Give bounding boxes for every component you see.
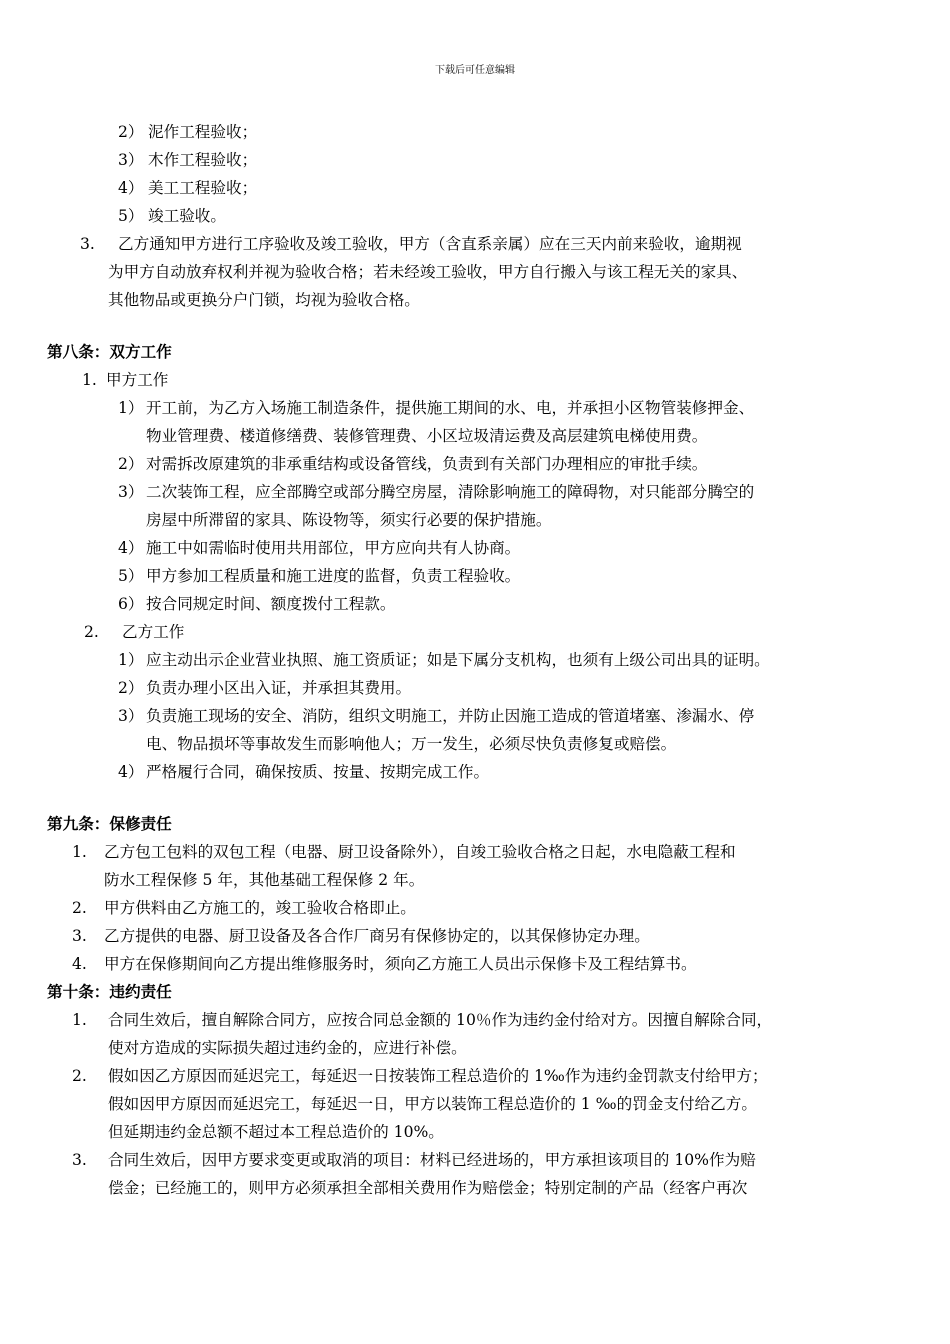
item-number: 1） bbox=[118, 399, 144, 417]
page-header: 下载后可任意编辑 bbox=[435, 65, 515, 76]
item-text: 电、物品损坏等事故发生而影响他人；万一发生，必须尽快负责修复或赔偿。 bbox=[146, 735, 677, 753]
clause-text: 其他物品或更换分户门锁，均视为验收合格。 bbox=[108, 291, 420, 309]
list-item bbox=[0, 478, 950, 506]
item-number: 5） bbox=[118, 207, 144, 225]
section-heading bbox=[0, 810, 950, 838]
list-item bbox=[0, 1146, 950, 1174]
subsection-number: 2. bbox=[84, 623, 99, 641]
item-text: 对需拆改原建筑的非承重结构或设备管线，负责到有关部门办理相应的审批手续。 bbox=[146, 455, 708, 473]
list-item bbox=[0, 146, 950, 174]
subsection-title: 甲方工作 bbox=[106, 371, 169, 389]
list-item bbox=[0, 838, 950, 866]
list-item bbox=[0, 674, 950, 702]
spacer bbox=[0, 786, 950, 810]
list-item-continuation bbox=[0, 1118, 950, 1146]
article9-title: 第九条：保修责任 bbox=[47, 815, 172, 833]
list-item bbox=[0, 562, 950, 590]
item-text: 使对方造成的实际损失超过违约金的，应进行补偿。 bbox=[108, 1039, 467, 1057]
item-number: 4） bbox=[118, 763, 144, 781]
list-item bbox=[0, 590, 950, 618]
item-text: 严格履行合同，确保按质、按量、按期完成工作。 bbox=[146, 763, 490, 781]
list-item bbox=[0, 202, 950, 230]
list-item bbox=[0, 450, 950, 478]
item-text: 竣工验收。 bbox=[148, 207, 226, 225]
item-number: 2. bbox=[72, 899, 87, 917]
article8-title: 第八条：双方工作 bbox=[47, 343, 172, 361]
subsection-title: 乙方工作 bbox=[122, 623, 185, 641]
document-body bbox=[0, 118, 950, 1202]
list-item-continuation bbox=[0, 422, 950, 450]
item-text: 防水工程保修 5 年，其他基础工程保修 2 年。 bbox=[104, 871, 425, 889]
item-number: 2） bbox=[118, 123, 144, 141]
list-item bbox=[0, 922, 950, 950]
item-number: 3. bbox=[72, 1151, 87, 1169]
item-number: 3. bbox=[72, 927, 87, 945]
item-text: 乙方提供的电器、厨卫设备及各合作厂商另有保修协定的，以其保修协定办理。 bbox=[104, 927, 650, 945]
item-text: 房屋中所滞留的家具、陈设物等，须实行必要的保护措施。 bbox=[146, 511, 552, 529]
item-number: 2. bbox=[72, 1067, 87, 1085]
item-number: 1. bbox=[72, 1011, 87, 1029]
item-text: 假如因乙方原因而延迟完工，每延迟一日按装饰工程总造价的 1‰作为违约金罚款支付给甲方； bbox=[108, 1067, 768, 1085]
list-item-continuation bbox=[0, 730, 950, 758]
list-item-continuation bbox=[0, 1090, 950, 1118]
item-number: 3） bbox=[118, 707, 144, 725]
item-number: 6） bbox=[118, 595, 144, 613]
item-text: 乙方包工包料的双包工程（电器、厨卫设备除外），自竣工验收合格之日起，水电隐蔽工程和 bbox=[104, 843, 736, 861]
list-item bbox=[0, 1006, 950, 1034]
item-text: 按合同规定时间、额度拨付工程款。 bbox=[146, 595, 396, 613]
list-item bbox=[0, 1062, 950, 1090]
item-text: 负责办理小区出入证，并承担其费用。 bbox=[146, 679, 412, 697]
item-number: 4. bbox=[72, 955, 87, 973]
clause-line bbox=[0, 258, 950, 286]
item-text: 木作工程验收； bbox=[148, 151, 258, 169]
item-text: 二次装饰工程，应全部腾空或部分腾空房屋，清除影响施工的障碍物，对只能部分腾空的 bbox=[146, 483, 755, 501]
list-item-continuation bbox=[0, 866, 950, 894]
item-number: 5） bbox=[118, 567, 144, 585]
item-text: 物业管理费、楼道修缮费、装修管理费、小区垃圾清运费及高层建筑电梯使用费。 bbox=[146, 427, 708, 445]
list-item bbox=[0, 950, 950, 978]
item-text: 但延期违约金总额不超过本工程总造价的 10%。 bbox=[108, 1123, 444, 1141]
item-text: 美工工程验收； bbox=[148, 179, 258, 197]
list-item bbox=[0, 646, 950, 674]
subsection-number: 1. bbox=[82, 371, 97, 389]
clause-number: 3. bbox=[80, 235, 95, 253]
subsection-heading bbox=[0, 366, 950, 394]
clause-text: 乙方通知甲方进行工序验收及竣工验收，甲方（含直系亲属）应在三天内前来验收，逾期视 bbox=[118, 235, 742, 253]
item-number: 3） bbox=[118, 483, 144, 501]
list-item bbox=[0, 174, 950, 202]
item-number: 4） bbox=[118, 179, 144, 197]
item-text: 甲方参加工程质量和施工进度的监督，负责工程验收。 bbox=[146, 567, 521, 585]
item-text: 应主动出示企业营业执照、施工资质证；如是下属分支机构，也须有上级公司出具的证明。 bbox=[146, 651, 770, 669]
item-text: 甲方在保修期间向乙方提出维修服务时，须向乙方施工人员出示保修卡及工程结算书。 bbox=[104, 955, 697, 973]
article10-title: 第十条：违约责任 bbox=[47, 983, 172, 1001]
list-item bbox=[0, 118, 950, 146]
item-text: 施工中如需临时使用共用部位，甲方应向共有人协商。 bbox=[146, 539, 521, 557]
list-item bbox=[0, 894, 950, 922]
item-text: 合同生效后，因甲方要求变更或取消的项目：材料已经进场的，甲方承担该项目的 10%作为赔 bbox=[108, 1151, 756, 1169]
list-item bbox=[0, 702, 950, 730]
list-item bbox=[0, 758, 950, 786]
item-number: 1. bbox=[72, 843, 87, 861]
list-item bbox=[0, 394, 950, 422]
list-item bbox=[0, 534, 950, 562]
item-number: 1） bbox=[118, 651, 144, 669]
subsection-heading bbox=[0, 618, 950, 646]
item-text: 合同生效后，擅自解除合同方，应按合同总金额的 10％作为违约金付给对方。因擅自解除合同， bbox=[108, 1011, 773, 1029]
list-item-continuation bbox=[0, 1174, 950, 1202]
list-item-continuation bbox=[0, 1034, 950, 1062]
clause-line bbox=[0, 230, 950, 258]
item-number: 2） bbox=[118, 679, 144, 697]
clause-text: 为甲方自动放弃权利并视为验收合格；若未经竣工验收，甲方自行搬入与该工程无关的家具、 bbox=[108, 263, 748, 281]
item-text: 甲方供料由乙方施工的，竣工验收合格即止。 bbox=[104, 899, 416, 917]
section-heading bbox=[0, 978, 950, 1006]
item-text: 假如因甲方原因而延迟完工，每延迟一日，甲方以装饰工程总造价的 1 ‰的罚金支付给乙方。 bbox=[108, 1095, 757, 1113]
item-number: 2） bbox=[118, 455, 144, 473]
item-number: 4） bbox=[118, 539, 144, 557]
clause-line bbox=[0, 286, 950, 314]
item-text: 负责施工现场的安全、消防，组织文明施工，并防止因施工造成的管道堵塞、渗漏水、停 bbox=[146, 707, 755, 725]
spacer bbox=[0, 314, 950, 338]
list-item-continuation bbox=[0, 506, 950, 534]
item-text: 偿金；已经施工的，则甲方必须承担全部相关费用作为赔偿金；特别定制的产品（经客户再次 bbox=[108, 1179, 748, 1197]
item-text: 泥作工程验收； bbox=[148, 123, 258, 141]
section-heading bbox=[0, 338, 950, 366]
item-text: 开工前，为乙方入场施工制造条件，提供施工期间的水、电，并承担小区物管装修押金、 bbox=[146, 399, 755, 417]
item-number: 3） bbox=[118, 151, 144, 169]
